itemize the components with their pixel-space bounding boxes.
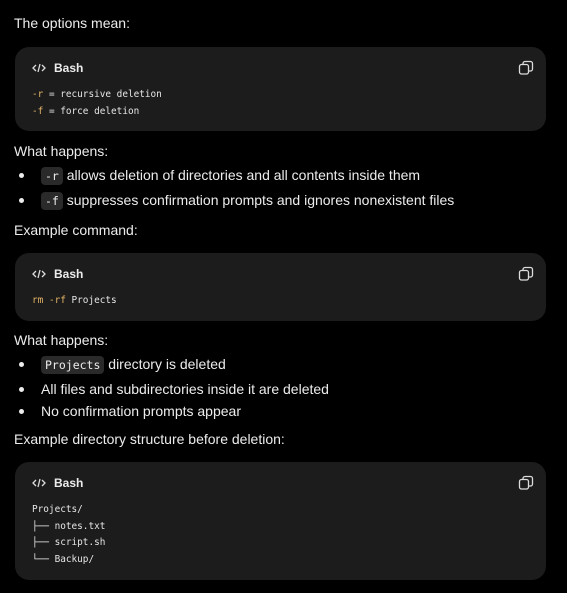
code-language-label: Bash <box>54 267 84 281</box>
code-block-command <box>15 253 546 321</box>
bullet-list <box>0 166 454 210</box>
code-body <box>32 87 162 120</box>
inline-code: -f <box>41 192 63 210</box>
code-body <box>32 293 117 310</box>
bullet-dot <box>19 173 24 178</box>
list-item: All files and subdirectories inside it are deleted <box>0 380 329 398</box>
bullet-dot <box>19 409 24 414</box>
command-name: rm <box>32 295 44 306</box>
section-heading: What happens: <box>14 143 109 159</box>
list-item: Projects directory is deleted <box>0 355 329 374</box>
copy-icon[interactable] <box>518 475 534 491</box>
inline-code: -r <box>41 167 63 185</box>
code-icon <box>32 62 46 74</box>
bullet-dot <box>19 362 24 367</box>
code-icon <box>32 477 46 489</box>
code-body <box>32 502 105 568</box>
intro-text: The options mean: <box>14 15 130 31</box>
code-line: ├── script.sh <box>32 537 106 548</box>
command-arg: Projects <box>65 295 117 306</box>
code-icon <box>32 268 46 280</box>
copy-icon[interactable] <box>518 60 534 76</box>
code-line: -r = recursive deletion <box>32 89 162 100</box>
code-line: Projects/ <box>32 504 83 515</box>
inline-code: Projects <box>41 356 104 374</box>
bullet-list <box>0 355 329 420</box>
copy-icon[interactable] <box>518 266 534 282</box>
section-heading: Example command: <box>14 222 138 238</box>
code-block-options <box>15 47 546 131</box>
code-header <box>32 267 83 281</box>
code-header <box>32 476 83 490</box>
code-line: -f = force deletion <box>32 105 140 117</box>
command-flag: -rf <box>43 295 66 306</box>
list-item: -f suppresses confirmation prompts and ignores nonexistent files <box>0 191 454 210</box>
bullet-dot <box>19 198 24 203</box>
section-heading: What happens: <box>14 332 109 348</box>
section-heading: Example directory structure before deletion: <box>14 431 285 447</box>
bullet-dot <box>19 387 24 392</box>
code-header <box>32 61 83 75</box>
code-language-label: Bash <box>54 61 84 75</box>
code-block-structure <box>15 462 546 580</box>
code-line: ├── notes.txt <box>32 520 106 532</box>
list-item: -r allows deletion of directories and all contents inside them <box>0 166 454 185</box>
list-item: No confirmation prompts appear <box>0 402 329 420</box>
code-line: └── Backup/ <box>32 553 95 565</box>
code-language-label: Bash <box>54 476 84 490</box>
